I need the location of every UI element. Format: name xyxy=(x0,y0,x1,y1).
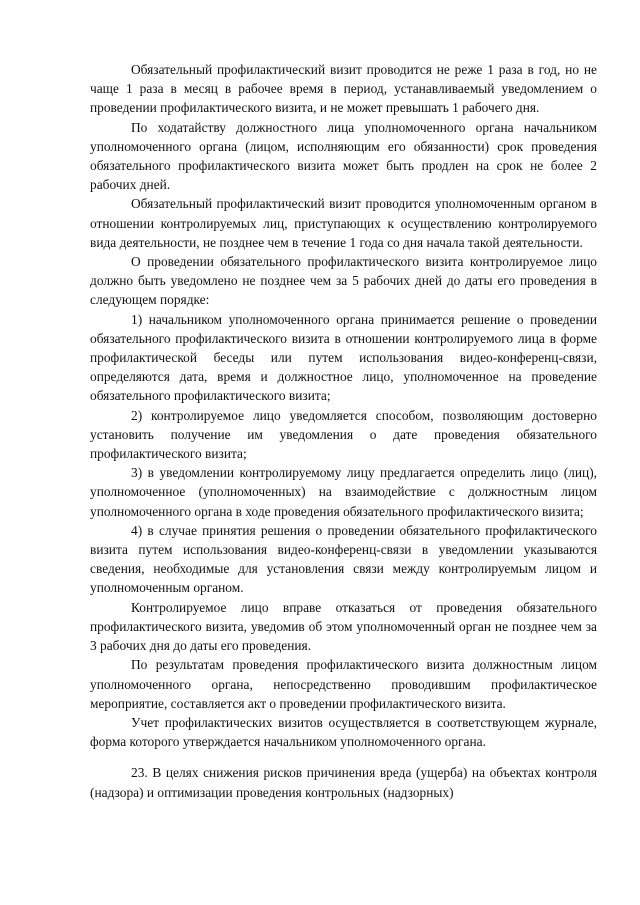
paragraph-notification-order: О проведении обязательного профилактического визита контролируемое лицо должно быть уведомлено не позднее чем за 5 рабочих дней до даты его проведения в следующем порядке: xyxy=(90,254,597,308)
paragraph-visit-frequency: Обязательный профилактический визит проводится не реже 1 раза в год, но не чаще 1 раза в месяц в рабочее время в период, устанавливаемый уведомлением о проведении профилактического визита, и не может превышать 1 рабочего дня. xyxy=(90,62,597,116)
list-item-2: 2) контролируемое лицо уведомляется способом, позволяющим достоверно установить получение им уведомления о дате проведения обязательного профилактического визита; xyxy=(90,407,597,462)
list-item-3: 3) в уведомлении контролируемому лицу предлагается определить лицо (лиц), уполномоченное (уполномоченных) на взаимодействие с должностным лицом уполномоченного органа в ходе проведения обязательного профилактического визита; xyxy=(90,465,597,519)
paragraph-visit-journal: Учет профилактических визитов осуществляется в соответствующем журнале, форма которого утверждается начальником уполномоченного органа. xyxy=(90,714,597,750)
paragraph-visit-extension: По ходатайству должностного лица уполномоченного органа начальником уполномоченного органа (лицом, исполняющим его обязанности) срок проведения обязательного профилактического визита может быть продлен на срок не более 2 рабочих дней. xyxy=(90,119,597,193)
paragraph-new-activity-visit: Обязательный профилактический визит проводится уполномоченным органом в отношении контролируемых лиц, приступающих к осуществлению контролируемого вида деятельности, не позднее чем в течение 1 года со дня начала такой деятельности. xyxy=(90,196,597,250)
paragraph-refusal-right: Контролируемое лицо вправе отказаться от проведения обязательного профилактического визита, уведомив об этом уполномоченный орган не позднее чем за 3 рабочих дня до даты его проведения. xyxy=(90,599,597,654)
list-item-1: 1) начальником уполномоченного органа принимается решение о проведении обязательного профилактического визита в отношении контролируемого лица в форме профилактической беседы или путем использования видео-конференц-связи, определяются дата, время и должностное лицо, уполномоченное на проведение обязательного профилактического визита; xyxy=(90,311,597,404)
paragraph-visit-act: По результатам проведения профилактического визита должностным лицом уполномоченного органа, непосредственно проводившим профилактическое мероприятие, составляется акт о проведении профилактического визита. xyxy=(90,657,597,711)
paragraph-clause-23: 23. В целях снижения рисков причинения вреда (ущерба) на объектах контроля (надзора) и оптимизации проведения контрольных (надзорных) xyxy=(90,765,597,800)
document-page xyxy=(90,60,597,802)
list-item-4: 4) в случае принятия решения о проведении обязательного профилактического визита путем использования видео-конференц-связи в уведомлении указываются сведения, необходимые для установления связи между контролируемым лицом и уполномоченным органом. xyxy=(90,522,597,596)
